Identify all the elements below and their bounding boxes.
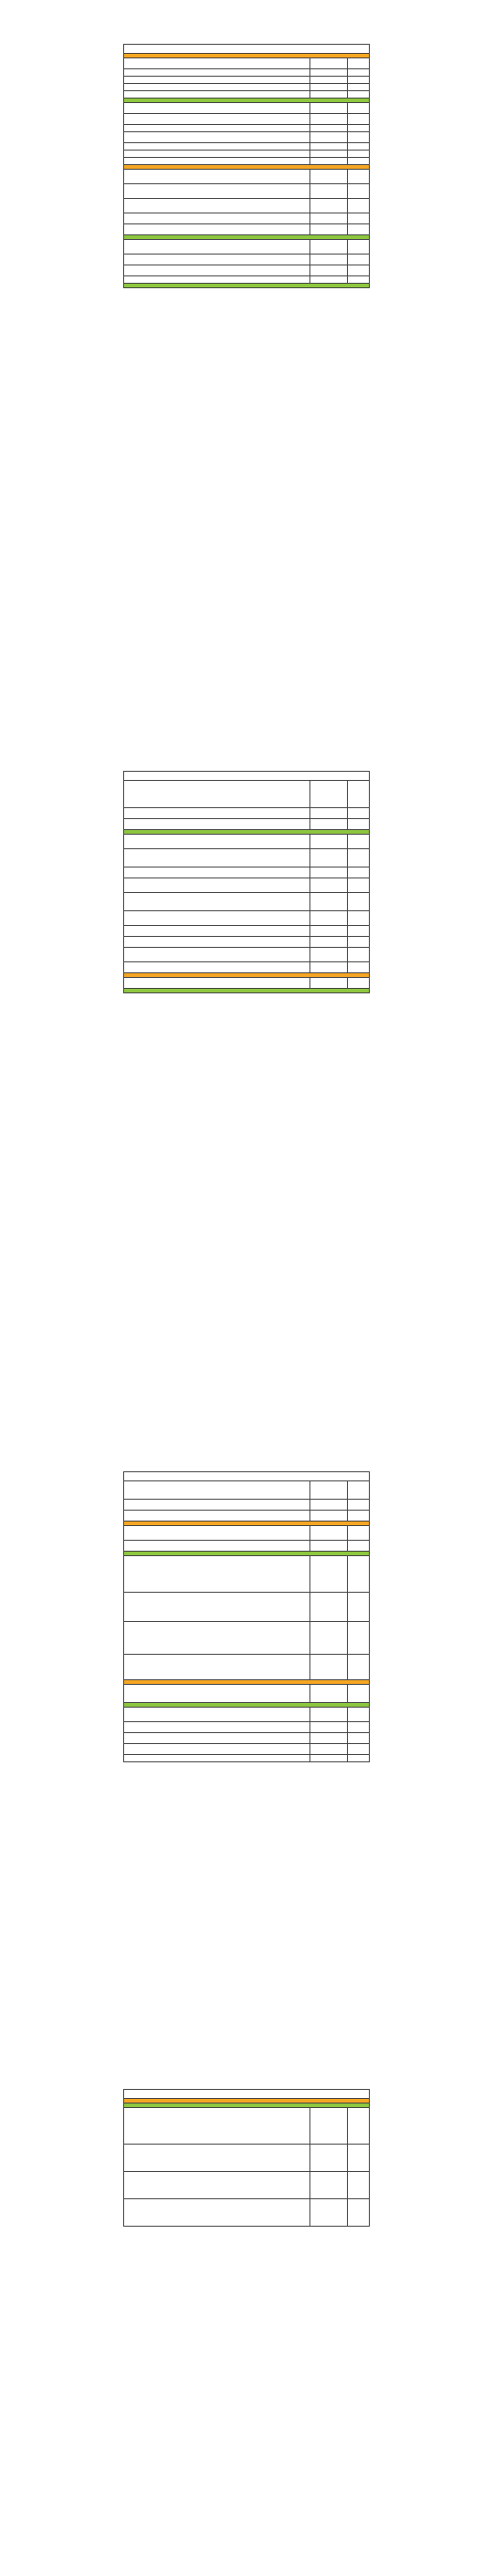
row-value [310,132,347,143]
row-value [310,151,347,158]
row-description [124,1755,310,1762]
row-description [124,1500,310,1511]
row-index [347,1556,369,1593]
row-description [124,132,310,143]
page-4-table [123,2089,370,2227]
table-row [124,1541,370,1552]
table-row [124,893,370,911]
row-description [124,1541,310,1552]
row-index [347,948,369,962]
row-value [310,84,347,91]
row-value [310,2199,347,2227]
table-row [124,1622,370,1655]
table-row [124,781,370,808]
row-description [124,1622,310,1655]
row-value [310,77,347,84]
row-description [124,1733,310,1744]
table-row [124,911,370,926]
row-index [347,937,369,948]
row-description [124,819,310,830]
row-index [347,962,369,973]
row-index [347,1755,369,1762]
row-index [347,911,369,926]
row-description [124,91,310,99]
table-row [124,962,370,973]
table-row [124,58,370,69]
table-row [124,114,370,125]
row-description [124,1722,310,1733]
row-index [347,84,369,91]
row-value [310,224,347,235]
row-description [124,69,310,77]
table-row [124,1556,370,1593]
table-row [124,125,370,132]
row-description [124,1511,310,1522]
row-index [347,69,369,77]
row-description [124,911,310,926]
row-index [347,835,369,849]
row-description [124,893,310,911]
row-description [124,2199,310,2227]
row-value [310,878,347,893]
row-index [347,2172,369,2199]
table-row [124,2172,370,2199]
row-description [124,2172,310,2199]
row-description [124,1526,310,1541]
row-index [347,978,369,989]
row-index [347,1622,369,1655]
table-row [124,878,370,893]
table-row [124,132,370,143]
table-row [124,77,370,84]
row-index [347,1526,369,1541]
row-value [310,1755,347,1762]
table-row [124,1722,370,1733]
row-index [347,1708,369,1722]
row-description [124,1708,310,1722]
page-title-row [124,772,370,781]
table-row [124,1733,370,1744]
row-index [347,1481,369,1500]
row-index [347,1685,369,1703]
row-value [310,114,347,125]
row-value [310,1511,347,1522]
row-index [347,2199,369,2227]
row-description [124,77,310,84]
table-row [124,948,370,962]
table-row [124,1708,370,1722]
row-value [310,937,347,948]
row-value [310,819,347,830]
row-description [124,962,310,973]
row-index [347,125,369,132]
table-row [124,1744,370,1755]
row-value [310,276,347,284]
table-row [124,819,370,830]
row-description [124,781,310,808]
row-index [347,199,369,213]
row-description [124,849,310,867]
row-description [124,114,310,125]
row-index [347,1655,369,1680]
row-description [124,199,310,213]
table-row [124,158,370,165]
table-row [124,224,370,235]
row-index [347,132,369,143]
row-value [310,184,347,199]
page-title-row [124,45,370,54]
row-value [310,2108,347,2145]
row-index [347,1500,369,1511]
row-value [310,125,347,132]
row-description [124,1481,310,1500]
page-2 [123,771,370,993]
row-index [347,151,369,158]
table-row [124,808,370,819]
row-description [124,948,310,962]
row-index [347,240,369,254]
row-value [310,69,347,77]
page-title-row [124,1472,370,1481]
row-value [310,978,347,989]
row-description [124,926,310,937]
row-description [124,808,310,819]
row-value [310,213,347,224]
row-index [347,114,369,125]
page-2-table [123,771,370,993]
table-row [124,184,370,199]
page-3-table [123,1471,370,1762]
row-description [124,2108,310,2145]
row-value [310,1526,347,1541]
table-row [124,867,370,878]
table-row [124,1511,370,1522]
table-row [124,1481,370,1500]
row-value [310,808,347,819]
row-description [124,878,310,893]
row-index [347,1733,369,1744]
row-index [347,867,369,878]
row-index [347,103,369,114]
row-value [310,265,347,276]
row-value [310,2172,347,2199]
row-description [124,265,310,276]
row-value [310,781,347,808]
table-row [124,254,370,265]
table-row [124,1685,370,1703]
page-1 [123,44,370,288]
row-description [124,1744,310,1755]
section-band-label [124,989,370,993]
table-row [124,143,370,151]
row-value [310,91,347,99]
table-row [124,1755,370,1762]
page-title [124,1472,370,1481]
row-description [124,58,310,69]
row-value [310,849,347,867]
table-row [124,2199,370,2227]
page-title [124,772,370,781]
row-description [124,224,310,235]
row-value [310,1593,347,1622]
row-value [310,1744,347,1755]
row-value [310,199,347,213]
row-description [124,978,310,989]
section-band [124,284,370,288]
row-index [347,878,369,893]
row-description [124,254,310,265]
table-row [124,170,370,184]
row-value [310,948,347,962]
row-index [347,170,369,184]
row-value [310,1556,347,1593]
page-title-row [124,2090,370,2099]
row-description [124,1685,310,1703]
table-row [124,937,370,948]
row-index [347,1511,369,1522]
table-row [124,91,370,99]
row-description [124,1655,310,1680]
row-description [124,158,310,165]
row-index [347,276,369,284]
row-index [347,77,369,84]
row-index [347,158,369,165]
row-value [310,240,347,254]
row-index [347,224,369,235]
row-value [310,911,347,926]
row-value [310,962,347,973]
row-index [347,254,369,265]
row-description [124,184,310,199]
row-value [310,254,347,265]
row-index [347,808,369,819]
row-value [310,1622,347,1655]
table-row [124,1526,370,1541]
row-description [124,84,310,91]
row-index [347,2145,369,2172]
row-description [124,125,310,132]
table-row [124,265,370,276]
table-row [124,151,370,158]
row-index [347,2108,369,2145]
row-index [347,184,369,199]
row-description [124,143,310,151]
table-row [124,199,370,213]
row-index [347,58,369,69]
row-value [310,1500,347,1511]
table-row [124,926,370,937]
row-description [124,276,310,284]
table-row [124,978,370,989]
page-1-table [123,44,370,288]
table-row [124,84,370,91]
page-3 [123,1471,370,1762]
row-description [124,240,310,254]
row-index [347,91,369,99]
table-row [124,1593,370,1622]
table-row [124,213,370,224]
table-row [124,2108,370,2145]
row-index [347,213,369,224]
row-description [124,170,310,184]
row-value [310,1708,347,1722]
row-value [310,103,347,114]
row-index [347,926,369,937]
row-description [124,937,310,948]
row-value [310,1733,347,1744]
row-description [124,1593,310,1622]
row-index [347,1722,369,1733]
table-row [124,276,370,284]
row-value [310,170,347,184]
row-value [310,1541,347,1552]
table-row [124,103,370,114]
row-value [310,158,347,165]
table-row [124,69,370,77]
row-index [347,781,369,808]
table-row [124,1500,370,1511]
table-row [124,1655,370,1680]
row-value [310,867,347,878]
row-description [124,103,310,114]
row-index [347,1541,369,1552]
row-value [310,1722,347,1733]
row-index [347,1593,369,1622]
row-index [347,819,369,830]
row-index [347,849,369,867]
row-description [124,835,310,849]
row-index [347,265,369,276]
page-title [124,2090,370,2099]
row-description [124,867,310,878]
row-value [310,58,347,69]
row-index [347,893,369,911]
table-row [124,835,370,849]
section-band-label [124,284,370,288]
page-title [124,45,370,54]
table-row [124,849,370,867]
row-index [347,1744,369,1755]
table-row [124,240,370,254]
row-index [347,143,369,151]
row-value [310,926,347,937]
page-4 [123,2089,370,2227]
row-value [310,1685,347,1703]
row-value [310,2145,347,2172]
section-band [124,989,370,993]
row-description [124,2145,310,2172]
row-value [310,1655,347,1680]
row-description [124,1556,310,1593]
row-description [124,213,310,224]
row-value [310,835,347,849]
row-value [310,893,347,911]
row-description [124,151,310,158]
row-value [310,1481,347,1500]
row-value [310,143,347,151]
table-row [124,2145,370,2172]
